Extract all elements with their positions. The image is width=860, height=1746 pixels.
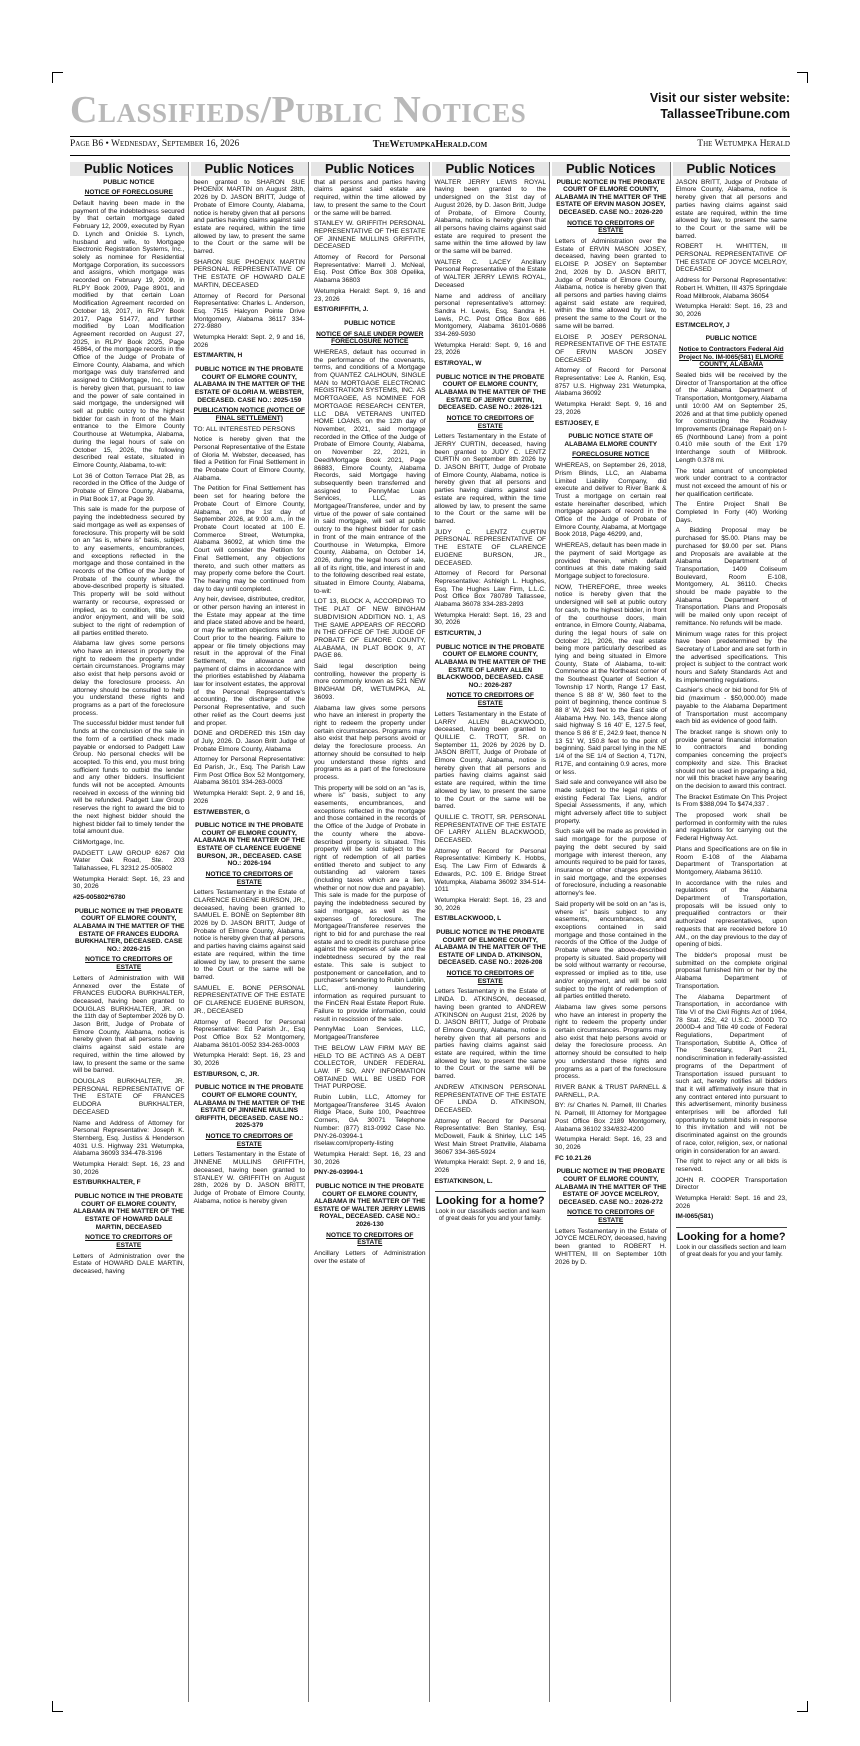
- notice-paragraph: Plans and Specifications are on file in Room E-108 of the Alabama Department of Transportation at Montgomery, Alabama 36110.: [675, 845, 787, 876]
- publication-code: EST/BLACKWOOD, L: [434, 915, 502, 923]
- notice-paragraph: Alabama law gives some persons who have an interest in property the right to redeem the property under certain circumstances. Programs may also exist that help persons avoid or delay the foreclosure process. An attorney should be consulted to help you understand these rights and programs as a part of the foreclosure process.: [314, 704, 426, 781]
- folio-paper-name: The Wetumpka Herald: [697, 139, 790, 149]
- notice-paragraph: JASON BRITT, Judge of Probate of Elmore County, Alabama, notice is hereby given that all persons and parties having claims against said estate are required, within the time allowed by law, to present the same to the Court or the same will be barred.: [675, 178, 787, 240]
- classifieds-promo: [435, 1191, 547, 1222]
- column-header: Public Notices: [432, 162, 550, 176]
- notice-paragraph: Such sale will be made as provided in said mortgage for the purpose of paying the debt secured by said mortgage with interest thereon, any amounts required to be paid for taxes, insurance or other charges provided in said mortgage, and the expenses of foreclosure, including a reasonable attorney's fee.: [555, 828, 667, 898]
- notice-paragraph: Wetumpka Herald: Sept. 2, 9 and 16, 2026: [434, 1159, 546, 1174]
- legal-notice: [435, 179, 547, 368]
- notice-subheading: NOTICE OF SALE UNDER POWER FORECLOSURE NOTICE: [316, 330, 424, 346]
- notice-paragraph: The proposed work shall be performed in conformity with the rules and regulations for carrying out the Federal Highway Act.: [675, 812, 787, 843]
- notice-paragraph: PADGETT LAW GROUP 6267 Old Water Oak Road, Ste. 203 Tallahassee, FL 32312 25-005802: [73, 849, 185, 873]
- column-header: Public Notices: [311, 162, 429, 176]
- legal-notice: [73, 908, 185, 1187]
- notice-column: [432, 162, 551, 1702]
- promo-headline: Looking for a home?: [676, 1231, 786, 1244]
- notice-paragraph: The successful bidder must tender full funds at the conclusion of the sale in the form of a certified check made payable or endorsed to Padgett Law Group. No personal checks will be accepted. To this end, you must bring sufficient funds to outbid the lender and any other bidders. Insufficient funds will not be accepted. Amounts received in excess of the winning bid will be refunded. Padgett Law Group reserves the right to award the bid to the next highest bidder should the highest bidder fail to timely tender the total amount due.: [73, 720, 185, 836]
- section-title: Classifieds/Public Notices: [70, 89, 527, 131]
- publication-code: EST/MARTIN, H: [193, 352, 243, 360]
- publication-code: EST/ROYAL, W: [434, 360, 482, 368]
- notice-subheading: FORECLOSURE NOTICE: [572, 451, 650, 459]
- column-header: Public Notices: [673, 162, 791, 176]
- legal-notice: [73, 179, 185, 902]
- publication-code: IM-I065(581): [675, 1213, 714, 1221]
- notice-paragraph: Letters of Administration over the Estate of HOWARD DALE MARTIN, deceased, having: [73, 1252, 185, 1275]
- notice-paragraph: BY: /s/ Charles N. Parnell, III Charles N. Parnell, III Attorney for Mortgagee Post Office Box 2189 Montgomery, Alabama 36102 334/832-4200: [555, 1102, 667, 1133]
- notice-paragraph: Wetumpka Herald: Sept. 16, 23 and 30, 2026: [555, 1136, 667, 1151]
- notice-paragraph: The Entire Project Shall Be Completed In Forty (40) Working Days.: [675, 501, 787, 524]
- masthead-rule: [70, 136, 790, 137]
- legal-notice: [314, 320, 426, 1177]
- notice-paragraph: The right to reject any or all bids is reserved.: [675, 1158, 787, 1173]
- notice-subheading: NOTICE TO CREDITORS OF ESTATE: [85, 956, 173, 972]
- notice-subheading: NOTICE TO CREDITORS OF ESTATE: [446, 970, 534, 985]
- notice-paragraph: WHEREAS, on September 26, 2018, Prism Blinds, LLC, an Alabama Limited Liability Company, did execute and deliver to River Bank & Trust a mortgage on certain real estate hereinafter described, which mortgage appears of record in the Office of the Judge of Probate of Elmore County, Alabama, at Mortgage Book 2018, Page 46299, and,: [555, 462, 667, 539]
- notice-paragraph: Wetumpka Herald: Sept. 16 and 23, 2026: [675, 1195, 787, 1210]
- notice-paragraph: Letters Testamentary in the Estate of JINNENE MULLINS GRIFFITH, deceased, having been granted to STANLEY W. GRIFFITH on August 28th, 2026 by D. JASON BRITT, Judge of Probate of Elmore County, Alabama, notice is hereby given: [193, 1151, 305, 1205]
- legal-notice: [435, 929, 547, 1185]
- notice-column: [311, 162, 430, 1702]
- notice-paragraph: Said sale and conveyance will also be made subject to the legal rights of existing Federal Tax Liens, and/or Special Assessments, if any, which might adversely affect title to subject property.: [555, 779, 667, 825]
- notice-paragraph: WALTER C. LACEY Ancillary Personal Representative of the Estate of WALTER JERRY LEWIS ROYAL, Deceased: [434, 258, 546, 289]
- notice-paragraph: Attorney of Record for Personal Representative: Ben Stanley, Esq. McDowell, Faulk & Shirley, LLC 145 West Main Street Prattville, Alabama 36067 334-365-5924: [434, 1117, 546, 1156]
- notice-paragraph: Attorney of Record for Personal Representative: Marrell J. McNeal, Esq. Post Office Box 308 Opelika, Alabama 36803: [314, 254, 426, 285]
- promo-headline: Looking for a home?: [435, 1195, 545, 1208]
- sister-site-url[interactable]: TallasseeTribune.com: [660, 107, 790, 121]
- notice-paragraph: Letters of Administration over the Estate of ERVIN MASON JOSEY, deceased, having been granted to ELOISE P. JOSEY on September 2nd, 2026 by D. JASON BRITT, Judge of Probate of Elmore County, Alabama, notice is hereby given that all persons and parties having claims against said estate are required, within the time allowed by law, to present the same to the Court or the same will be barred.: [555, 238, 667, 330]
- notice-heading: PUBLIC NOTICE IN THE PROBATE COURT OF ELMORE COUNTY, ALABAMA IN THE MATTER OF THE ESTATE OF GLORIA M. WEBSTER, DECEASED. CASE NO.: 2025-159: [193, 366, 305, 404]
- notice-paragraph: Any heir, devisee, distributee, creditor, or other person having an interest in the Estate may appear at the time and place stated above and be heard, or may file written objections with the Court prior to the hearing. Failure to appear or file timely objections may result in the approval of the Final Settlement, the allowance and payment of claims in accordance with the priorities established by Alabama law for insolvent estates, the approval of the Personal Representative's accounting, the discharge of the Personal Representative, and such other relief as the Court deems just and proper.: [193, 596, 305, 727]
- notice-heading: PUBLIC NOTICE: [103, 178, 155, 186]
- notice-paragraph: Notice is hereby given that the Personal Representative of the Estate of Gloria M. Webster, deceased, has filed a Petition for Final Settlement in the Probate Court of Elmore County, Alabama.: [193, 436, 305, 482]
- notice-paragraph: Said legal description being controlling, however the property is more commonly known as 521 NEW BINGHAM DR, WETUMPKA, AL 36093.: [314, 663, 426, 701]
- publication-code: FC 10.21.26: [555, 1154, 592, 1162]
- publication-code: EST/MCELROY, J: [675, 321, 730, 329]
- notice-heading: PUBLIC NOTICE IN THE PROBATE COURT OF ELMORE COUNTY, ALABAMA IN THE MATTER OF THE ESTATE OF LARRY ALLEN BLACKWOOD, DECEASED. CASE NO.: 2026-287: [434, 643, 546, 689]
- notice-paragraph: Letters Testamentary in the Estate of LINDA D. ATKINSON, deceased, having been granted to ANDREW ATKINSON on August 21st, 2026 by D. JASON BRITT, Judge of Probate of Elmore County, Alabama, notice is hereby given that all persons and parties having claims against said estate are required, within the time allowed by law, to present the same to the Court or the same will be barred.: [434, 988, 546, 1081]
- publication-code: EST/GRIFFITH, J.: [314, 306, 369, 314]
- notice-heading: PUBLIC NOTICE IN THE PROBATE COURT OF ELMORE COUNTY, ALABAMA IN THE MATTER OF THE ESTATE OF JERRY CURTIN, DECEASED. CASE NO.: 2026-121: [434, 373, 546, 412]
- notice-heading: PUBLIC NOTICE IN THE PROBATE COURT OF ELMORE COUNTY, ALABAMA IN THE MATTER OF THE ESTATE OF ERVIN MASON JOSEY, DECEASED. CASE NO.: 2026-220: [555, 178, 667, 217]
- notice-paragraph: Wetumpka Herald: Sept. 2, 9 and 16, 2026: [193, 334, 305, 349]
- notice-heading: PUBLIC NOTICE IN THE PROBATE COURT OF ELMORE COUNTY, ALABAMA IN THE MATTER OF THE ESTATE OF HOWARD DALE MARTIN, DECEASED: [73, 1193, 185, 1231]
- notice-paragraph: WALTER JERRY LEWIS ROYAL having been granted to the undersigned on the 31st day of August 2026, by D. Jason Britt, Judge of Probate, of Elmore County, Alabama, notice is hereby given that all persons having claims against said estate are required to present the same within the time allowed by law or the same will be barred.: [434, 178, 546, 256]
- column-header: Public Notices: [552, 162, 670, 176]
- notice-paragraph: TO: ALL INTERESTED PERSONS: [193, 425, 295, 433]
- notice-heading: PUBLIC NOTICE STATE OF ALABAMA ELMORE COUNTY: [564, 433, 658, 448]
- notice-columns: [70, 162, 790, 1702]
- notice-paragraph: JUDY C. LENTZ CURTIN PERSONAL REPRESENTATIVE OF THE ESTATE OF CLARENCE EUGENE BURSON, JR., DECEASED.: [434, 528, 546, 567]
- crop-mark-bottom-right: [797, 1701, 808, 1712]
- notice-paragraph: The Petition for Final Settlement has been set for hearing before the Probate Court of Elmore County, Alabama, on the 1st day of September 2026, at 9:00 a.m., in the Probate Court located at 100 E. Commerce Street, Wetumpka, Alabama 36092, at which time the Court will consider the Petition for Final Settlement, any objections thereto, and such other matters as may properly come before the Court. The hearing may be continued from day to day until completed.: [193, 485, 305, 593]
- notice-paragraph: NOW, THEREFORE, three weeks notice is hereby given that the undersigned will sell at public outcry for cash, to the highest bidder, in front of the courthouse doors, main entrance, in Elmore County, Alabama, during the legal hours of sale on October 21, 2026, the real estate being more particularly described as lying and being situated in Elmore County, State of Alabama, to-wit: Commence at the Northeast corner of the Southeast Quarter of Section 4, Township 17 North, Range 17 East, thence S 88 8' W, 360 feet to the point of beginning, thence continue S 88 8' W, 243 feet to the East side of Alabama Hwy. No. 143, thence along said highway S 16 40' E, 127.5 feet, thence S 86 8' E, 242.9 feet, thence N 13 51' W, 150.8 feet to the point of beginning. Said parcel lying in the NE 1/4 of the SE 1/4 of Section 4, T17N, R17E, and containing 0.9 acres, more or less.: [555, 583, 667, 776]
- notice-paragraph: DOUGLAS BURKHALTER, JR. PERSONAL REPRESENTATIVE OF THE ESTATE OF FRANCES EUDORA BURKHALTER, DECEASED: [73, 1077, 185, 1116]
- promo-text: Look in our classifieds section and learn of great deals for you and your family.: [676, 1244, 787, 1259]
- notice-subheading: NOTICE TO CREDITORS OF ESTATE: [205, 1133, 293, 1148]
- notice-paragraph: WHEREAS, default has been made in the payment of said Mortgage as provided therein, which default continues at this date making said Mortgage subject to foreclosure.: [555, 542, 667, 580]
- notice-paragraph: Minimum wage rates for this project have been predetermined by the Secretary of Labor and are set forth in the advertised specifications. This project is subject to the contract work hours and Safety Standards Act and its implementing regulations.: [675, 630, 787, 684]
- notice-paragraph: Attorney of Record for Personal Representative: Lee A. Rankin, Esq. 8757 U.S. Highway 231 Wetumpka, Alabama 36092: [555, 367, 667, 398]
- notice-paragraph: Sealed bids will be received by the Director of Transportation at the office of the Alabama Department of Transportation, Montgomery, Alabama until 10:00 AM on September 25, 2026 and at that time publicly opened for constructing the Roadway Improvements (Drainage Repair) on I-65 (Northbound Lane) from a point 0.410 mile south of the Exit 179 Interchange south of Millbrook. Length 0.378 mi.: [675, 372, 787, 464]
- notice-paragraph: Attorney of Record for Personal Representative: Charles L. Anderson, Esq. 7515 Halcyon Pointe Drive Montgomery, Alabama 36117 334-272-9880: [193, 292, 305, 331]
- notice-paragraph: This property will be sold on an "as is, where is" basis, subject to any easements, encumbrances, and exceptions reflected in the mortgage and those contained in the records of the Office of the Judge of Probate in the county where the above-described property is situated. This property will be sold subject to the right of redemption of all parties entitled thereto and subject to any outstanding ad valorem taxes (including taxes which are a lien, whether or not now due and payable). This sale is made for the purpose of paying the indebtedness secured by said mortgage, as well as the expenses of foreclosure. The Mortgagee/Transferee reserves the right to bid for and purchase the real estate and to credit its purchase price against the expenses of sale and the indebtedness secured by the real estate. This sale is subject to postponement or cancellation, and to purchaser's tendering to Rubin Lublin, LLC, anti-money laundering information as required pursuant to the FinCEN Real Estate Report Rule. Failure to provide information, could result in rescission of the sale.: [314, 784, 426, 1023]
- notice-paragraph: Wetumpka Herald: Sept. 16, 23 and 30, 2026: [314, 1150, 426, 1166]
- notice-paragraph: Name and Address of Attorney for Personal Representative: Joseph K. Sternberg, Esq. Justiss & Henderson 4031 U.S. Highway 231 Wetumpka, Alabama 36093 334-478-3196: [73, 1119, 185, 1158]
- notice-paragraph: Wetumpka Herald: Sept. 16, 23 and 30, 2026: [675, 303, 787, 318]
- notice-paragraph: CitiMortgage, Inc.: [73, 838, 125, 846]
- notice-paragraph: A Bidding Proposal may be purchased for $5.00. Plans may be purchased for $9.00 per set. Plans and Proposals are available at the Alabama Department of Transportation, 1409 Coliseum Boulevard, Room E-108, Montgomery, AL 36110. Checks should be made payable to the Alabama Department of Transportation. Plans and Proposals will be mailed only upon receipt of remittance. No refunds will be made.: [675, 527, 787, 627]
- notice-heading: PUBLIC NOTICE: [705, 335, 757, 343]
- notice-paragraph: STANLEY W. GRIFFITH PERSONAL REPRESENTATIVE OF THE ESTATE OF JINNENE MULLINS GRIFFITH, DECEASED: [314, 220, 426, 251]
- folio-line: [70, 139, 790, 153]
- notice-paragraph: been granted to SHARON SUE PHOENIX MARTIN on August 28th, 2026 by D. JASON BRITT, Judge of Probate of Elmore County, Alabama, notice is hereby given that all persons and parties having claims against said estate are required, within the time allowed by law, to present the same to the Court or the same will be barred.: [193, 178, 305, 256]
- notice-paragraph: Letters Testamentary in the Estate of JOYCE MCELROY, deceased, having been granted to ROBERT H. WHITTEN, III on September 10th 2026 by D.: [555, 1227, 667, 1266]
- notice-paragraph: Wetumpka Herald: Sept. 2, 9 and 16, 2026: [193, 790, 305, 805]
- notice-paragraph: Wetumpka Herald: Sept. 16, 23 and 30, 2026: [73, 875, 185, 891]
- notice-paragraph: QUILLIE C. TROTT, SR. PERSONAL REPRESENTATIVE OF THE ESTATE OF LARRY ALLEN BLACKWOOD, DECEASED.: [434, 813, 546, 845]
- notice-paragraph: In accordance with the rules and regulations of the Alabama Department of Transportation, proposals will be issued only to prequalified contractors or their authorized representatives, upon requests that are received before 10 AM., on the day previous to the day of opening of bids.: [675, 879, 787, 949]
- notice-column: [70, 162, 189, 1702]
- notice-heading: PUBLIC NOTICE IN THE PROBATE COURT OF ELMORE COUNTY, ALABAMA IN THE MATTER OF THE ESTATE OF JOYCE MCELROY, DECEASED. CASE NO.: 2026-272: [555, 1168, 667, 1206]
- notice-heading: PUBLIC NOTICE IN THE PROBATE COURT OF ELMORE COUNTY, ALABAMA IN THE MATTER OF THE ESTATE OF CLARENCE EUGENE BURSON, JR., DECEASED. CASE NO.: 2026-194: [193, 822, 305, 868]
- legal-notice: [194, 179, 306, 360]
- publication-code: EST/CURTIN, J: [434, 630, 482, 638]
- notice-paragraph: This sale is made for the purpose of paying the indebtedness secured by said mortgage as well as expenses of foreclosure. This property will be sold on an "as is, where is" basis, subject to any easements, encumbrances, and exceptions reflected in the mortgage and those contained in the records of the Office of the Judge of Probate of the county where the above-described property is situated. This property will be sold without warranty or recourse, expressed or implied, as to condition, title, use, and/or enjoyment, and will be sold subject to the right of redemption of all parties entitled thereto.: [73, 506, 185, 637]
- notice-paragraph: Alabama law gives some persons who have an interest in property the right to redeem the property under certain circumstances. Programs may also exist that help persons avoid or delay the foreclosure process. An attorney should be consulted to help you understand these rights and programs as a part of the foreclosure process.: [555, 1003, 667, 1081]
- notice-paragraph: Wetumpka Herald: Sept. 16, 23 and 30, 2026: [73, 1161, 185, 1176]
- column-header: Public Notices: [191, 162, 309, 176]
- notice-paragraph: Letters of Administration with Will Annexed over the Estate of FRANCES EUDORA BURKHALTER, deceased, having been granted to DOUGLAS BURKHALTER, JR. on the 11th day of September 2026 by D. Jason Britt, Judge of Probate of Elmore County, Alabama, notice is hereby given that all persons having claims against said estate are required, within the time allowed by law, to present the same or the same will be barred.: [73, 974, 185, 1075]
- notice-paragraph: The bidder's proposal must be submitted on the complete original proposal furnished him or her by the Alabama Department of Transportation.: [675, 951, 787, 990]
- legal-notice: [194, 366, 306, 816]
- notice-subheading: PUBLICATION NOTICE (NOTICE OF FINAL SETTLEMENT): [193, 407, 305, 422]
- legal-notice: [314, 179, 426, 314]
- notice-paragraph: Wetumpka Herald: Sept. 16, 23 and 30, 2026: [434, 611, 546, 627]
- notice-subheading: NOTICE TO CREDITORS OF ESTATE: [446, 414, 534, 430]
- publication-code: EST/BURKHALTER, F: [73, 1179, 141, 1187]
- notice-paragraph: Alabama law gives some persons who have an interest in property the right to redeem the property under certain circumstances. Programs may also exist that help persons avoid or delay the foreclosure process. An attorney should be consulted to help you understand these rights and programs as a part of the foreclosure process.: [73, 640, 185, 717]
- notice-paragraph: Name and address of ancillary personal representative's attorney: Sandra H. Lewis, Esq. Sandra H. Lewis, P.C. Post Office Box 686 Montgomery, Alabama 36101-0686 334-269-5930: [434, 292, 546, 339]
- sister-site-label: Visit our sister website:: [649, 91, 790, 105]
- publication-code: #25-005802*6780: [73, 894, 126, 902]
- legal-notice: [435, 644, 547, 923]
- notice-paragraph: Attorney of Record for Personal Representative: Ed Parish Jr., Esq Post Office Box 52 Montgomery, Alabama 36101-0052 334-263-0003: [193, 1018, 305, 1049]
- folio-website: TheWetumpkaHerald.com: [372, 139, 488, 150]
- legal-notice: [194, 822, 306, 1078]
- notice-paragraph: that all persons and parties having claims against said estate are required, within the time allowed by law, to present the same to the Court or the same will be barred.: [314, 178, 426, 217]
- notice-paragraph: The bracket range is shown only to provide general financial information to contractors and bonding companies concerning the project's complexity and size. This Bracket should not be used in preparing a bid, nor will this bracket have any bearing on the decision to award this contract.: [675, 729, 787, 790]
- legal-notice: [555, 179, 667, 428]
- notice-paragraph: SAMUEL E. BONE PERSONAL REPRESENTATIVE OF THE ESTATE OF CLARENCE EUGENE BURSON, JR., DECEASED: [193, 984, 305, 1015]
- legal-notice: [73, 1193, 185, 1275]
- notice-paragraph: Letters Testamentary in the Estate of CLARENCE EUGENE BURSON, JR., deceased, having been granted to SAMUEL E. BONE on September 8th 2026 by D. JASON BRITT, Judge of Probate of Elmore County, Alabama, notice is hereby given that all persons and parties having claims against said estate are required, within the time allowed by law, to present the same to the Court or the same will be barred.: [193, 889, 305, 981]
- promo-text: Look in our classifieds section and learn of great deals for you and your family.: [435, 1208, 546, 1223]
- notice-heading: PUBLIC NOTICE: [344, 319, 396, 327]
- notice-paragraph: Attorney for Personal Representative: Ed Parish, Jr., Esq. The Parish Law Firm Post Office Box 52 Montgomery, Alabama 36101 334-263-0003: [193, 756, 305, 787]
- notice-subheading: NOTICE TO CREDITORS OF ESTATE: [205, 870, 293, 886]
- crop-mark-top-left: [52, 72, 63, 83]
- notice-paragraph: PennyMac Loan Services, LLC, Mortgagee/Transferee: [314, 1026, 426, 1042]
- notice-subheading: NOTICE TO CREDITORS OF ESTATE: [326, 1231, 414, 1247]
- legal-notice: [555, 1168, 667, 1266]
- legal-notice: [676, 179, 788, 330]
- notice-paragraph: Said property will be sold on an "as is, where is" basis subject to any easements, encumbrances, and exceptions contained in said mortgage and those contained in the records of the Office of the Judge of Probate where the above-described property is situated. Said property will be sold without warranty or recourse, expressed or implied as to title, use and/or enjoyment, and will be sold subject to the right of redemption of all parties entitled thereto.: [555, 900, 667, 1001]
- notice-paragraph: JOHN R. COOPER Transportation Director: [675, 1176, 787, 1192]
- notice-paragraph: Letters Testamentary in the Estate of LARRY ALLEN BLACKWOOD, deceased, having been granted to QUILLIE C. TROTT, SR. on September 11, 2026 by 2026 by D. JASON BRITT, Judge of Probate of Elmore County, Alabama, notice is hereby given that all persons and parties having claims against said estate are required, within the time allowed by law, to present the same to the Court or the same will be barred.: [434, 710, 546, 811]
- sister-site-promo: [650, 90, 790, 122]
- crop-mark-bottom-left: [52, 1701, 63, 1712]
- notice-paragraph: SHARON SUE PHOENIX MARTIN PERSONAL REPRESENTATIVE OF THE ESTATE OF HOWARD DALE MARTIN, DECEASED: [193, 258, 305, 289]
- notice-column: [191, 162, 310, 1702]
- notice-paragraph: ELOISE P. JOSEY PERSONAL REPRESENTATIVE OF THE ESTATE OF ERVIN MASON JOSEY DECEASED: [555, 333, 667, 364]
- publication-code: EST/ATKINSON, L.: [434, 1177, 493, 1185]
- notice-paragraph: Wetumpka Herald: Sept. 9, 16 and 23, 2026: [434, 341, 546, 357]
- notice-paragraph: Default having been made in the payment of the indebtedness secured by that certain mortgage dated February 12, 2009, executed by Ryan D. Lynch and Onickie S. Lynch, husband and wife, to Mortgage Electronic Registration Systems, Inc., solely as nominee for Residential Mortgage Corporation, its successors and assigns, which mortgage was recorded on February 19, 2009, in RLPY Book 2009, Page 8901, and modified by that certain Loan Modification Agreement recorded on October 18, 2017, in RLPY Book 2017, Page 51477, and further modified by Loan Modification Agreement recorded on August 27, 2025, in RLPY Book 2025, Page 45864, of the mortgage records in the Office of the Judge of Probate of Elmore County, Alabama, and which mortgage was duly transferred and assigned to CitiMortgage, Inc., notice is hereby given that, pursuant to law and the power of sale contained in said mortgage, the undersigned will sell at public outcry to the highest bidder for cash in front of the Main entrance to the Elmore County Courthouse at Wetumpka, Alabama, during the legal hours of sale on October 15, 2026, the following described real estate, situated in Elmore County, Alabama, to-wit:: [73, 200, 185, 469]
- notice-paragraph: Letters Testamentary in the Estate of JERRY CURTIN, deceased, having been granted to JUDY C. LENTZ CURTIN on September 8th 2026 by D. JASON BRITT, Judge of Probate of Elmore County, Alabama, notice is hereby given that all persons and parties having claims against said estate are required, within the time allowed by law, to present the same to the Court or the same will be barred.: [434, 433, 546, 525]
- publication-code: EST/BURSON, C, JR.: [193, 1070, 260, 1078]
- notice-paragraph: Wetumpka Herald: Sept. 9, 16 and 23, 2026: [555, 401, 667, 416]
- folio-rule: [70, 155, 790, 156]
- notice-paragraph: The Bracket Estimate On This Project Is From $388,094 To $474,337 .: [675, 793, 787, 809]
- notice-paragraph: Ancillary Letters of Administration over the estate of: [314, 1250, 426, 1265]
- notice-paragraph: Attorney of Record for Personal Representative: Kimberly K. Hobbs, Esq. The Law Firm of Edwards & Edwards, P.C. 109 E. Bridge Street Wetumpka, Alabama 36092 334-514-1011: [434, 847, 546, 894]
- legal-notice: [194, 1084, 306, 1205]
- notice-paragraph: Wetumpka Herald: Sept. 16, 23 and 30, 2026: [434, 896, 546, 912]
- publication-code: EST/JOSEY, E: [555, 419, 599, 427]
- notice-paragraph: Attorney of Record for Personal Representative: Ashleigh L. Hughes, Esq. The Hughes Law Firm, L.L.C. Post Office Box 780789 Tallassee, Alabama 36078 334-283-2893: [434, 570, 546, 609]
- notice-subheading: NOTICE TO CREDITORS OF ESTATE: [567, 219, 655, 235]
- notice-paragraph: LOT 13, BLOCK A, ACCORDING TO THE PLAT OF NEW BINGHAM SUBDIVISION ADDITION NO. 1, AS THE SAME APPEARS OF RECORD IN THE OFFICE OF THE JUDGE OF PROBATE OF ELMORE COUNTY, ALABAMA, IN PLAT BOOK 9, AT PAGE 86.: [314, 598, 426, 660]
- notice-heading: PUBLIC NOTICE IN THE PROBATE COURT OF ELMORE COUNTY, ALABAMA IN THE MATTER OF THE ESTATE OF JINNENE MULLINS GRIFFITH, DECEASED. CASE NO.: 2025-379: [193, 1084, 305, 1130]
- notice-paragraph: ANDREW ATKINSON PERSONAL REPRESENTATIVE OF THE ESTATE OF LINDA D. ATKINSON, DECEASED.: [434, 1083, 546, 1114]
- crop-mark-top-right: [797, 72, 808, 83]
- notice-column: [673, 162, 791, 1702]
- notice-paragraph: THE BELOW LAW FIRM MAY BE HELD TO BE ACTING AS A DEBT COLLECTOR, UNDER FEDERAL LAW. IF SO, ANY INFORMATION OBTAINED WILL BE USED FOR THAT PURPOSE.: [314, 1044, 426, 1091]
- notice-paragraph: The total amount of uncompleted work under contract to a contractor must not exceed the amount of his or her qualification certificate.: [675, 467, 787, 498]
- publication-code: PNY-26-03994-1: [314, 1169, 364, 1177]
- notice-subheading: NOTICE OF FORECLOSURE: [84, 189, 173, 197]
- notice-paragraph: Lot 36 of Cotton Terrace Plat 2B, as recorded in the Office of the Judge of Probate of Elmore County, Alabama, in Plat Book 17, at Page 39.: [73, 472, 185, 503]
- column-header: Public Notices: [70, 162, 188, 176]
- notice-subheading: Notice to Contractors Federal Aid Project No. IM-I065(581) ELMORE COUNTY, ALABAMA: [678, 345, 784, 369]
- notice-paragraph: Wetumpka Herald: Sept. 16, 23 and 30, 2026: [193, 1052, 305, 1068]
- notice-paragraph: Cashier's check or bid bond for 5% of bid (maximum - $50,000.00) made payable to the Alabama Department of Transportation must accompany each bid as evidence of good faith.: [675, 687, 787, 726]
- notice-heading: PUBLIC NOTICE IN THE PROBATE COURT OF ELMORE COUNTY, ALABAMA IN THE MATTER OF THE ESTATE OF LINDA D. ATKINSON, DECEASED. CASE NO.: 2026-208: [434, 929, 546, 967]
- masthead: [70, 90, 790, 130]
- publication-code: EST/WEBSTER, G: [193, 808, 250, 816]
- classifieds-promo: [676, 1227, 788, 1258]
- notice-column: [552, 162, 671, 1702]
- legal-notice: [555, 433, 667, 1162]
- notice-paragraph: DONE and ORDERED this 15th day of July, 2026. D. Jason Britt Judge of Probate Elmore County, Alabama: [193, 730, 305, 753]
- legal-notice: [314, 1183, 426, 1265]
- notice-paragraph: Address for Personal Representative: Robert H. Whitten, III 4375 Springdale Road Millbrook, Alabama 36054: [675, 277, 787, 300]
- notice-paragraph: Rubin Lublin, LLC, Attorney for Mortgagee/Transferee 3145 Avalon Ridge Place, Suite 100, Peachtree Corners, GA 30071 Telephone Number: (877) 813-0992 Case No. PNY-26-03994-1 rlselaw.com/property-listing: [314, 1094, 426, 1148]
- legal-notice: [676, 335, 788, 1221]
- notice-paragraph: WHEREAS, default has occurred in the performance of the covenants, terms, and conditions of a Mortgage from QUANTEZ CALHOUN, SINGLE MAN to MORTGAGE ELECTRONIC REGISTRATION SYSTEMS, INC. AS MORTGAGEE, AS NOMINEE FOR MORTGAGE RESEARCH CENTER, LLC DBA VETERANS UNITED HOME LOANS, on the 12th day of November, 2021, said mortgage recorded in the Office of the Judge of Probate of Elmore County, Alabama, on November 22, 2021, in Deed/Mortgage Book 2021, Page 86883, Elmore County, Alabama Records, said Mortgage having subsequently been transferred and assigned to PennyMac Loan Services, LLC, as Mortgagee/Transferee, under and by virtue of the power of sale contained in said mortgage, will sell at public outcry to the highest bidder for cash in front of the main entrance of the Courthouse in Wetumpka, Elmore County, Alabama, on October 14, 2026, during the legal hours of sale, all of its right, title, and interest in and to the following described real estate, situated in Elmore County, Alabama, to-wit:: [314, 348, 426, 595]
- notice-paragraph: ROBERT H. WHITTEN, III PERSONAL REPRESENTATIVE OF THE ESTATE OF JOYCE MCELROY, DECEASED: [675, 243, 787, 274]
- notice-paragraph: RIVER BANK & TRUST PARNELL & PARNELL, P.A.: [555, 1083, 667, 1099]
- legal-notice: [435, 374, 547, 638]
- notice-subheading: NOTICE TO CREDITORS OF ESTATE: [446, 692, 534, 708]
- notice-subheading: NOTICE TO CREDITORS OF ESTATE: [85, 1234, 173, 1249]
- folio-page-date: Page B6 • Wednesday, September 16, 2026: [70, 139, 240, 149]
- notice-paragraph: The Alabama Department of Transportation, in accordance with Title VI of the Civil Rights Act of 1964, 78 Stat. 252, 42 U.S.C. 2000D TO 2000D-4 and Title 49 code of Federal Regulations, Department of Transportation, Subtitle A, Office of The Secretary, Part 21, nondiscrimination in federally-assisted programs of the Department of Transportation issued pursuant to such act, hereby notifies all bidders that it will affirmatively insure that in any contract entered into pursuant to this advertisement, minority business enterprises will be afforded full opportunity to submit bids in response to this invitation and will not be discriminated against on the grounds of race, color, religion, sex, or national origin in consideration for an award.: [675, 993, 787, 1155]
- notice-paragraph: Wetumpka Herald: Sept. 9, 16 and 23, 2026: [314, 287, 426, 303]
- notice-subheading: NOTICE TO CREDITORS OF ESTATE: [567, 1209, 655, 1224]
- notice-heading: PUBLIC NOTICE IN THE PROBATE COURT OF ELMORE COUNTY, ALABAMA IN THE MATTER OF THE ESTATE OF WALTER JERRY LEWIS ROYAL, DECEASED. CASE NO.: 2026-130: [314, 1183, 426, 1229]
- notice-heading: PUBLIC NOTICE IN THE PROBATE COURT OF ELMORE COUNTY, ALABAMA IN THE MATTER OF THE ESTATE OF FRANCES EUDORA BURKHALTER, DECEASED. CASE NO.: 2026-215: [73, 907, 185, 953]
